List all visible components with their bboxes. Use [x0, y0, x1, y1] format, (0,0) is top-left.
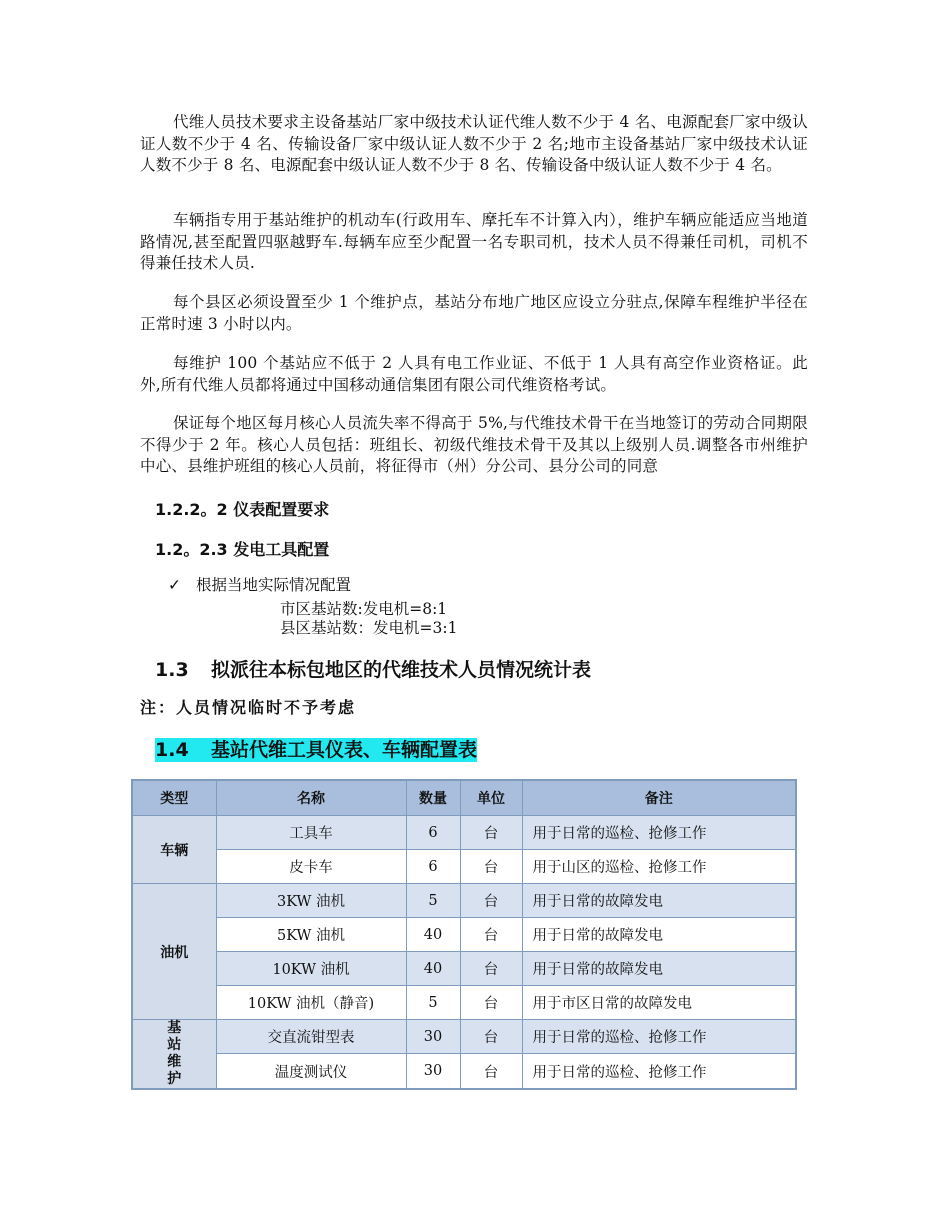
- cell-name: 3KW 油机: [216, 884, 406, 918]
- header-remark: 备注: [522, 780, 796, 816]
- table-row: [132, 952, 796, 986]
- cell-qty: 5: [406, 986, 460, 1020]
- heading-1-4: [155, 735, 477, 762]
- table-header-row: [132, 780, 796, 816]
- cell-remark: 用于日常的故障发电: [522, 918, 796, 952]
- cell-qty: 5: [406, 884, 460, 918]
- header-qty: 数量: [406, 780, 460, 816]
- cell-unit: 台: [460, 952, 522, 986]
- cell-unit: 台: [460, 986, 522, 1020]
- check-item: [168, 573, 351, 595]
- cell-qty: 40: [406, 952, 460, 986]
- cell-name: 皮卡车: [216, 850, 406, 884]
- cell-unit: 台: [460, 816, 522, 850]
- heading-1-2-2-3: 1.2。2.3 发电工具配置: [155, 540, 330, 559]
- cell-name: 温度测试仪: [216, 1054, 406, 1089]
- cell-name: 10KW 油机: [216, 952, 406, 986]
- table-row: [132, 986, 796, 1020]
- check-item-text: 根据当地实际情况配置: [196, 576, 352, 594]
- category-station-text: 基站维护: [167, 1020, 182, 1087]
- heading-1-4-highlight: [155, 738, 477, 762]
- table-row: [132, 1020, 796, 1054]
- table-row: [132, 884, 796, 918]
- cell-remark: 用于山区的巡检、抢修工作: [522, 850, 796, 884]
- cell-name: 工具车: [216, 816, 406, 850]
- paragraph-vehicles: 车辆指专用于基站维护的机动车(行政用车、摩托车不计算入内），维护车辆应能适应当地道路情况,甚至配置四驱越野车.每辆车应至少配置一名专职司机，技术人员不得兼任司机，司机不得兼任技术人员.: [140, 211, 808, 272]
- note-text: 注：人员情况临时不予考虑: [140, 698, 357, 717]
- cell-qty: 30: [406, 1020, 460, 1054]
- cell-unit: 台: [460, 1054, 522, 1089]
- cell-unit: 台: [460, 918, 522, 952]
- heading-1-4-number: 1.4: [155, 738, 211, 762]
- cell-qty: 6: [406, 850, 460, 884]
- header-name: 名称: [216, 780, 406, 816]
- cell-unit: 台: [460, 850, 522, 884]
- cell-remark: 用于市区日常的故障发电: [522, 986, 796, 1020]
- heading-1-3-number: 1.3: [155, 659, 189, 681]
- paragraph-staff-requirements: 代维人员技术要求主设备基站厂家中级技术认证代维人数不少于 4 名、电源配套厂家中级认证人数不少于 4 名、传输设备厂家中级认证人数不少于 2 名;地市主设备基站厂家中级技术认证人数不少于 8 名、电源配套中级认证人数不少于 8 名、传输设备中级认证人数不少于 4 名。: [140, 113, 808, 174]
- table-row: [132, 918, 796, 952]
- cell-remark: 用于日常的故障发电: [522, 884, 796, 918]
- checkmark-icon: ✓: [168, 576, 181, 594]
- heading-1-4-title: 基站代维工具仪表、车辆配置表: [211, 739, 478, 761]
- cell-remark: 用于日常的巡检、抢修工作: [522, 816, 796, 850]
- table-row: [132, 850, 796, 884]
- cell-remark: 用于日常的故障发电: [522, 952, 796, 986]
- cell-qty: 6: [406, 816, 460, 850]
- table-row: [132, 816, 796, 850]
- header-type: 类型: [132, 780, 216, 816]
- cell-remark: 用于日常的巡检、抢修工作: [522, 1054, 796, 1089]
- tools-table: [131, 779, 797, 1090]
- paragraph-maintenance-points: 每个县区必须设置至少 1 个维护点，基站分布地广地区应设立分驻点,保障车程维护半径在正常时速 3 小时以内。: [140, 293, 808, 333]
- category-vehicle: 车辆: [132, 816, 216, 884]
- heading-1-3-title: 拟派往本标包地区的代维技术人员情况统计表: [211, 659, 592, 681]
- cell-unit: 台: [460, 1020, 522, 1054]
- paragraph-certificates: 每维护 100 个基站应不低于 2 人具有电工作业证、不低于 1 人具有高空作业资格证。此外,所有代维人员都将通过中国移动通信集团有限公司代维资格考试。: [140, 354, 808, 394]
- ratio-city: 市区基站数:发电机=8:1: [280, 600, 448, 618]
- heading-1-2-2-2: 1.2.2。2 仪表配置要求: [155, 500, 330, 519]
- ratio-county: 县区基站数：发电机=3:1: [280, 619, 458, 637]
- paragraph-core-staff: 保证每个地区每月核心人员流失率不得高于 5%,与代维技术骨干在当地签订的劳动合同期限不得少于 2 年。核心人员包括：班组长、初级代维技术骨干及其以上级别人员.调整各市州维护中心、县维护班组的核心人员前，将征得市（州）分公司、县分公司的同意: [140, 414, 808, 475]
- cell-remark: 用于日常的巡检、抢修工作: [522, 1020, 796, 1054]
- cell-name: 交直流钳型表: [216, 1020, 406, 1054]
- cell-qty: 40: [406, 918, 460, 952]
- header-unit: 单位: [460, 780, 522, 816]
- category-generator: 油机: [132, 884, 216, 1020]
- heading-1-3: [155, 655, 591, 682]
- category-station: [132, 1020, 216, 1090]
- table-row: [132, 1054, 796, 1089]
- cell-name: 10KW 油机（静音): [216, 986, 406, 1020]
- cell-name: 5KW 油机: [216, 918, 406, 952]
- cell-qty: 30: [406, 1054, 460, 1089]
- cell-unit: 台: [460, 884, 522, 918]
